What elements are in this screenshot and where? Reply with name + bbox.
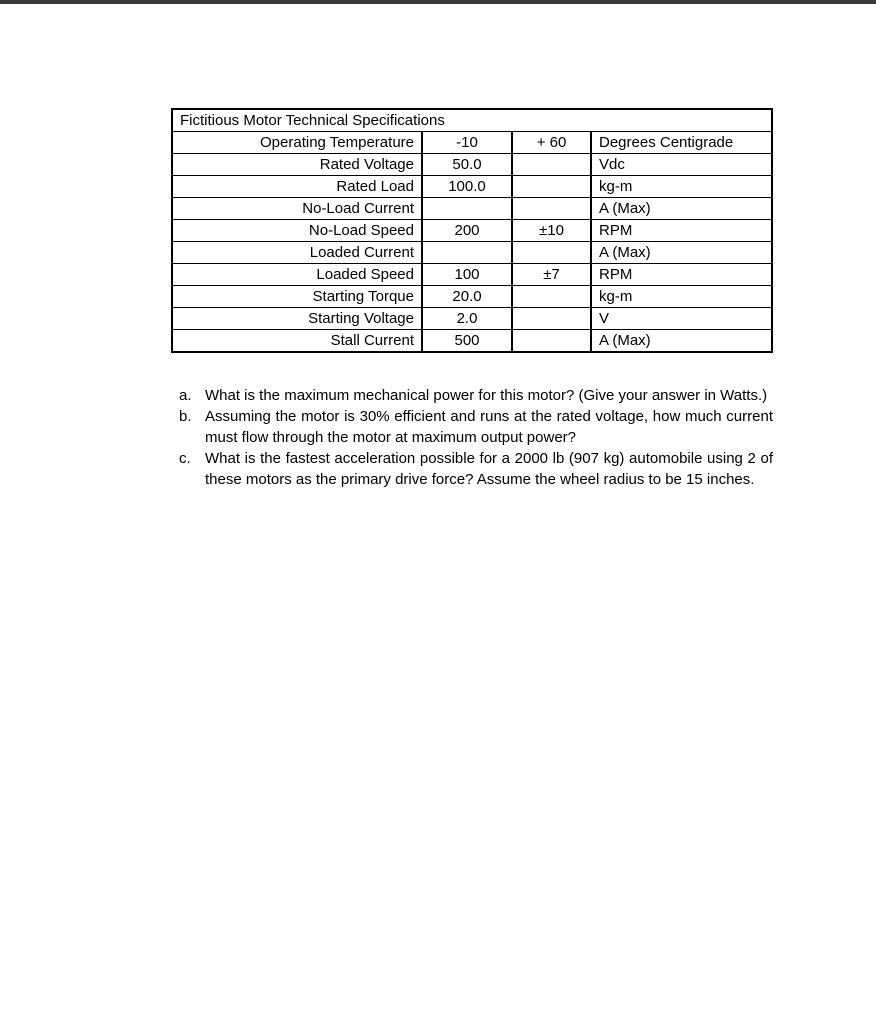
spec-unit: RPM (591, 264, 772, 286)
question-letter: c. (179, 450, 191, 467)
spec-max (512, 330, 591, 353)
question-letter: b. (179, 408, 192, 425)
table-title: Fictitious Motor Technical Specifications (180, 112, 445, 129)
spec-min (422, 198, 512, 220)
spec-unit: kg-m (591, 286, 772, 308)
spec-max (512, 198, 591, 220)
spec-unit: A (Max) (591, 242, 772, 264)
spec-min: 20.0 (422, 286, 512, 308)
spec-unit: RPM (591, 220, 772, 242)
motor-spec-table (171, 108, 773, 353)
window-top-border (0, 0, 876, 4)
question-text: What is the maximum mechanical power for this motor? (Give your answer in Watts.) (205, 387, 768, 404)
spec-label: Rated Voltage (172, 154, 422, 176)
table-row (172, 286, 772, 308)
spec-unit: A (Max) (591, 198, 772, 220)
spec-max: ±7 (512, 264, 591, 286)
spec-min: 200 (422, 220, 512, 242)
spec-max (512, 242, 591, 264)
spec-max: + 60 (512, 132, 591, 154)
spec-label: Operating Temperature (172, 132, 422, 154)
spec-max: ±10 (512, 220, 591, 242)
spec-unit: V (591, 308, 772, 330)
spec-unit: Degrees Centigrade (591, 132, 772, 154)
spec-min: 2.0 (422, 308, 512, 330)
spec-label: Starting Voltage (172, 308, 422, 330)
spec-min: 100 (422, 264, 512, 286)
spec-label: Rated Load (172, 176, 422, 198)
table-row (172, 154, 772, 176)
spec-label: Starting Torque (172, 286, 422, 308)
spec-unit: Vdc (591, 154, 772, 176)
spec-min: -10 (422, 132, 512, 154)
spec-label: No-Load Current (172, 198, 422, 220)
question-letter: a. (179, 387, 192, 404)
list-item (179, 406, 773, 448)
spec-min (422, 242, 512, 264)
question-text: Assuming the motor is 30% efficient and runs at the rated voltage, how much current must flow through the motor at maximum output power? (205, 408, 773, 446)
table-row (172, 330, 772, 353)
spec-unit: A (Max) (591, 330, 772, 353)
spec-max (512, 308, 591, 330)
table-row (172, 308, 772, 330)
list-item (179, 385, 773, 406)
spec-label: No-Load Speed (172, 220, 422, 242)
table-row (172, 264, 772, 286)
list-item (179, 448, 773, 490)
spec-min: 50.0 (422, 154, 512, 176)
spec-max (512, 176, 591, 198)
table-row (172, 220, 772, 242)
table-row (172, 176, 772, 198)
spec-label: Loaded Current (172, 242, 422, 264)
table-row (172, 198, 772, 220)
question-list (179, 385, 773, 490)
table-row (172, 242, 772, 264)
table-title-row (172, 109, 772, 132)
spec-max (512, 286, 591, 308)
spec-label: Stall Current (172, 330, 422, 353)
table-row (172, 132, 772, 154)
spec-max (512, 154, 591, 176)
spec-min: 500 (422, 330, 512, 353)
spec-label: Loaded Speed (172, 264, 422, 286)
spec-unit: kg-m (591, 176, 772, 198)
spec-min: 100.0 (422, 176, 512, 198)
question-text: What is the fastest acceleration possible for a 2000 lb (907 kg) automobile using 2 of these motors as the primary drive force? Assume the wheel radius to be 15 inches. (205, 450, 773, 488)
